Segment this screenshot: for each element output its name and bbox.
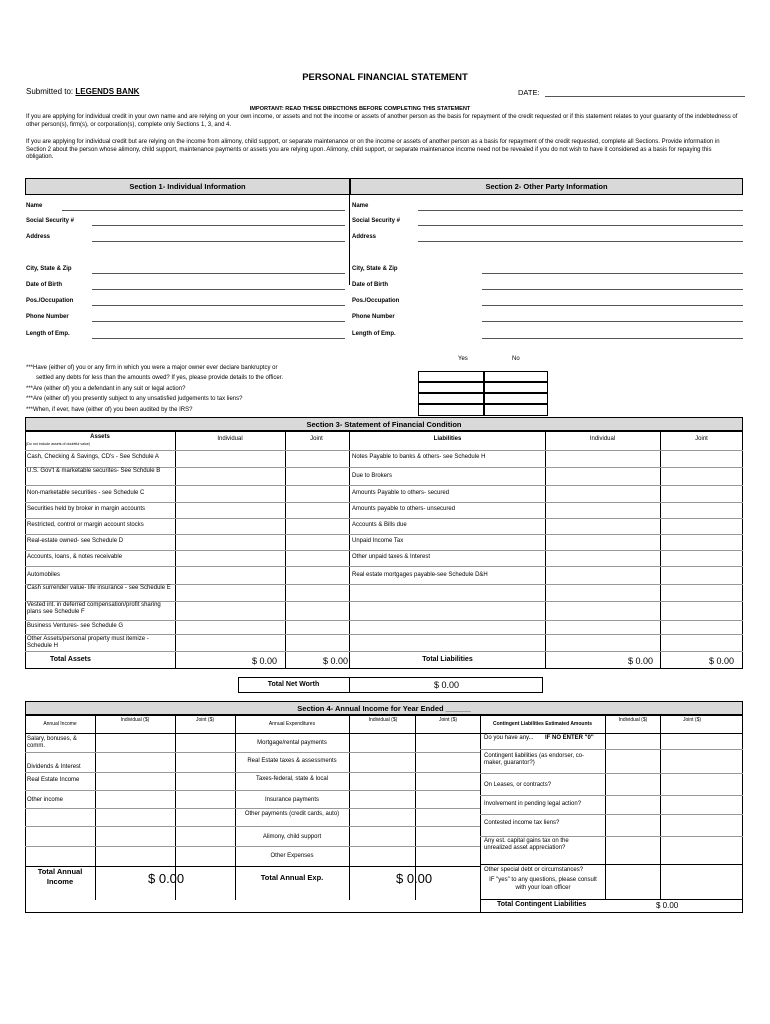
total-assets-individual: $ 0.00 xyxy=(252,656,278,666)
expense-row-label: Other Expenses xyxy=(270,853,314,859)
row-divider xyxy=(480,836,743,837)
asset-row-label: Other Assets/personal property must itemize - Schedule H xyxy=(27,636,149,650)
q1-no-box[interactable] xyxy=(484,371,548,382)
row-divider xyxy=(25,502,743,503)
total-assets-label: Total Assets xyxy=(50,656,91,663)
row-divider xyxy=(25,534,743,535)
income-row-label: Other income xyxy=(27,797,64,803)
liability-row-label: Real estate mortgages payable-see Schedule D&H xyxy=(352,572,488,578)
yes-label: Yes xyxy=(458,356,468,362)
section1-field-input[interactable] xyxy=(92,289,345,290)
expense-row-label: Other payments (credit cards, auto) xyxy=(244,811,340,817)
section1-field-input[interactable] xyxy=(92,305,345,306)
contingent-row-label: Contingent liabilities (as endorser, co-maker, guarantor?) xyxy=(484,753,585,767)
row-divider xyxy=(25,485,743,486)
total-contingent-label: Total Contingent Liabilities xyxy=(497,901,587,908)
assets-joint-header: Joint xyxy=(310,436,323,442)
asset-row-label: Vested int. in deferred compensation/profit sharing plans see Schedule F xyxy=(27,602,161,616)
contingent-special: Other special debt or circumstances? xyxy=(484,867,584,873)
section2-field-input[interactable] xyxy=(482,321,743,322)
section3-header: Section 3- Statement of Financial Condition xyxy=(25,417,743,431)
row-divider xyxy=(480,773,743,774)
total-liabilities-joint: $ 0.00 xyxy=(709,656,735,666)
liability-row-label: Other unpaid taxes & Interest xyxy=(352,554,431,560)
total-assets-joint: $ 0.00 xyxy=(323,656,349,666)
question-2: ***Are (either of) you a defendant in any suit or legal action? xyxy=(26,386,186,392)
total-liabilities-individual: $ 0.00 xyxy=(628,656,654,666)
section2-header: Section 2- Other Party Information xyxy=(350,178,743,195)
bank-name: LEGENDS BANK xyxy=(75,87,140,96)
question-3: ***Are (either of) you presently subject to any unsatisfied judgements to tax liens? xyxy=(26,396,243,402)
section1-field-label: Date of Birth xyxy=(26,282,62,288)
date-label: DATE: xyxy=(518,88,540,97)
total-exp-value: $ 0.00 xyxy=(396,871,433,886)
row-divider xyxy=(25,752,480,753)
row-divider xyxy=(25,518,743,519)
income-row-label: Real Estate Income xyxy=(27,777,80,783)
exp-individual-header: Individual ($) xyxy=(368,717,398,723)
q3-yes-box[interactable] xyxy=(418,393,484,404)
liabilities-individual-header: Individual xyxy=(589,436,616,442)
row-divider xyxy=(25,826,480,827)
income-individual-header: Individual ($) xyxy=(120,717,150,723)
liabilities-joint-header: Joint xyxy=(695,436,708,442)
assets-note: (Do not include assets of doubtful value) xyxy=(26,442,91,446)
question-1a: ***Have (either of) you or any firm in which you were a major owner ever declare bankruptcy or xyxy=(26,365,278,371)
asset-row-label: Securities held by broker in margin accounts xyxy=(27,506,146,512)
section1-field-input[interactable] xyxy=(92,273,345,274)
income-row-label: Dividends & Interest xyxy=(27,764,81,770)
total-liabilities-label: Total Liabilities xyxy=(422,656,473,663)
liability-row-label: Notes Payable to banks & others- see Schedule H xyxy=(352,454,486,460)
question-4: ***When, if ever, have (either of) you been audited by the IRS? xyxy=(26,407,193,413)
section2-field-label: Length of Emp. xyxy=(352,331,396,337)
annual-income-header: Annual Income xyxy=(43,721,77,727)
section2-field-label: Phone Number xyxy=(352,314,395,320)
section2-field-label: Date of Birth xyxy=(352,282,388,288)
asset-row-label: Non-marketable securities - see Schedule C xyxy=(27,490,145,496)
asset-row-label: Automobiles xyxy=(27,572,61,578)
asset-row-label: U.S. Gov't & marketable securites- See Schdule B xyxy=(27,468,161,474)
if-no-note: IF NO ENTER "0" xyxy=(545,735,594,741)
section1-field-input[interactable] xyxy=(92,321,345,322)
liability-row-label: Unpaid Income Tax xyxy=(352,538,404,544)
paragraph-1: If you are applying for individual credit in your own name and are relying on your own income, or assets and not the income or assets of another person as the basis for repayment of the credit requested or if this statement relates to your guaranty of the indebtedness of other person(s), firm(s), or corporation(s), complete only Sections 1, 3, and 4. xyxy=(26,114,738,128)
expense-row-label: Mortgage/rental payments xyxy=(257,740,327,746)
net-worth-label: Total Net Worth xyxy=(267,681,320,688)
section1-field-label: Name xyxy=(26,203,43,209)
row-divider xyxy=(25,620,743,621)
no-label: No xyxy=(512,356,520,362)
total-exp-label: Total Annual Exp. xyxy=(260,873,324,882)
section2-field-label: Social Security # xyxy=(352,218,401,224)
asset-row-label: Cash, Checking & Savings, CD's - See Schdule A xyxy=(27,454,159,460)
section2-field-input[interactable] xyxy=(418,225,743,226)
section2-field-input[interactable] xyxy=(482,338,743,339)
liability-row-label: Due to Brokers xyxy=(352,473,393,479)
asset-row-label: Restricted, control or margin account stocks xyxy=(27,522,144,528)
assets-label: Assets xyxy=(90,434,110,440)
row-divider xyxy=(25,790,480,791)
section1-field-label: Social Security # xyxy=(26,218,75,224)
section1-field-label: City, State & Zip xyxy=(26,266,72,272)
q1-yes-box[interactable] xyxy=(418,371,484,382)
contingent-row-label: Any est. capital gains tax on the unrealized asset appreciation? xyxy=(484,838,569,852)
contingent-individual-header: Individual ($) xyxy=(618,717,648,723)
row-divider xyxy=(480,795,743,796)
section2-field-input[interactable] xyxy=(418,241,743,242)
if-yes-note: IF "yes" to any questions, please consult with your loan officer xyxy=(489,877,597,891)
section1-field-label: Pos./Occupation xyxy=(26,298,74,304)
section1-field-input[interactable] xyxy=(92,338,345,339)
total-contingent-value: $ 0.00 xyxy=(656,901,679,910)
contingent-row-label: On Leases, or contracts? xyxy=(484,782,552,788)
total-income-value: $ 0.00 xyxy=(148,871,185,886)
q2-yes-box[interactable] xyxy=(418,382,484,393)
expense-row-label: Alimony, child support xyxy=(262,834,322,840)
row-divider xyxy=(25,808,480,809)
section2-field-input[interactable] xyxy=(482,289,743,290)
expense-row-label: Real Estate taxes & assessments xyxy=(247,758,337,764)
contingent-row-label: Involvement in pending legal action? xyxy=(484,801,582,807)
section1-field-label: Address xyxy=(26,234,51,240)
paragraph-2: If you are applying for individual credit but are relying on the income from alimony, child support, or separate maintenance or on the income or assets of another person as a basis for repayment of the credit requested, complete all Sections. Provide information in Section 2 about the person whose alimony, child support, maintenance payments or assets you are relying upon. Alimony, child support, or separate maintenance income need not be revealed if you do not wish to have it considered as a basis for repaying this obligation. xyxy=(26,139,720,161)
section2-field-label: Address xyxy=(352,234,377,240)
liabilities-label: Liabilities xyxy=(433,436,462,442)
date-field[interactable] xyxy=(545,96,745,97)
q2-no-box[interactable] xyxy=(484,382,548,393)
contingent-row-label: Contested income tax liens? xyxy=(484,820,560,826)
income-row-label: Salary, bonuses, & comm. xyxy=(27,736,77,750)
row-divider xyxy=(25,550,743,551)
annual-expenditures-header: Annual Expenditures xyxy=(268,721,316,727)
q4-yes-box[interactable] xyxy=(418,404,484,416)
q4-no-box[interactable] xyxy=(484,404,548,416)
row-divider xyxy=(480,814,743,815)
asset-row-label: Cash surrender value- life insurance - see Schedule E xyxy=(27,585,171,591)
q3-no-box[interactable] xyxy=(484,393,548,404)
row-divider xyxy=(25,772,480,773)
section2-field-input[interactable] xyxy=(482,305,743,306)
liability-row-label: Accounts & Bills due xyxy=(352,522,407,528)
section2-field-label: Name xyxy=(352,203,369,209)
row-divider xyxy=(480,749,743,750)
submitted-to xyxy=(26,87,139,96)
total-income-label: Total Annual Income xyxy=(37,867,83,886)
row-divider xyxy=(25,634,743,635)
net-worth-value: $ 0.00 xyxy=(434,680,460,690)
row-divider xyxy=(25,450,743,451)
section2-field-input[interactable] xyxy=(482,273,743,274)
income-joint-header: Joint ($) xyxy=(195,717,215,723)
section1-field-label: Length of Emp. xyxy=(26,331,70,337)
row-divider xyxy=(25,846,480,847)
section4-header: Section 4- Annual Income for Year Ended ______ xyxy=(25,701,743,715)
contingent-header: Contingent Liabilities Estimated Amounts xyxy=(493,721,592,727)
asset-row-label: Accounts, loans, & notes receivable xyxy=(27,554,123,560)
liability-row-label: Amounts Payable to others- secured xyxy=(352,490,450,496)
contingent-row-label: Do you have any... xyxy=(484,735,534,741)
row-divider xyxy=(25,651,743,652)
asset-row-label: Business Ventures- see Schedule G xyxy=(27,623,124,629)
section1-header: Section 1- Individual Information xyxy=(25,178,350,195)
exp-joint-header: Joint ($) xyxy=(438,717,458,723)
section2-field-input[interactable] xyxy=(418,210,743,211)
section2-field-label: City, State & Zip xyxy=(352,266,398,272)
assets-individual-header: Individual xyxy=(217,436,243,442)
contingent-joint-header: Joint ($) xyxy=(682,717,702,723)
section1-field-input[interactable] xyxy=(92,241,345,242)
liability-row-label: Amounts payable to others- unsecured xyxy=(352,506,456,512)
asset-row-label: Real-estate owned- see Schedule D xyxy=(27,538,124,544)
row-divider xyxy=(25,566,743,567)
section1-field-input[interactable] xyxy=(62,210,345,211)
section1-field-label: Phone Number xyxy=(26,314,69,320)
section2-field-label: Pos./Occupation xyxy=(352,298,400,304)
expense-row-label: Insurance payments xyxy=(264,797,320,803)
section1-field-input[interactable] xyxy=(92,225,345,226)
question-1b: settled any debts for less than the amounts owed? If yes, please provide details to the officer. xyxy=(36,375,284,381)
form-title: PERSONAL FINANCIAL STATEMENT xyxy=(302,72,468,83)
important-notice: IMPORTANT: READ THESE DIRECTIONS BEFORE COMPLETING THIS STATEMENT xyxy=(249,106,471,112)
submitted-label: Submitted to: xyxy=(26,87,74,96)
expense-row-label: Taxes-federal, state & local xyxy=(255,776,329,782)
